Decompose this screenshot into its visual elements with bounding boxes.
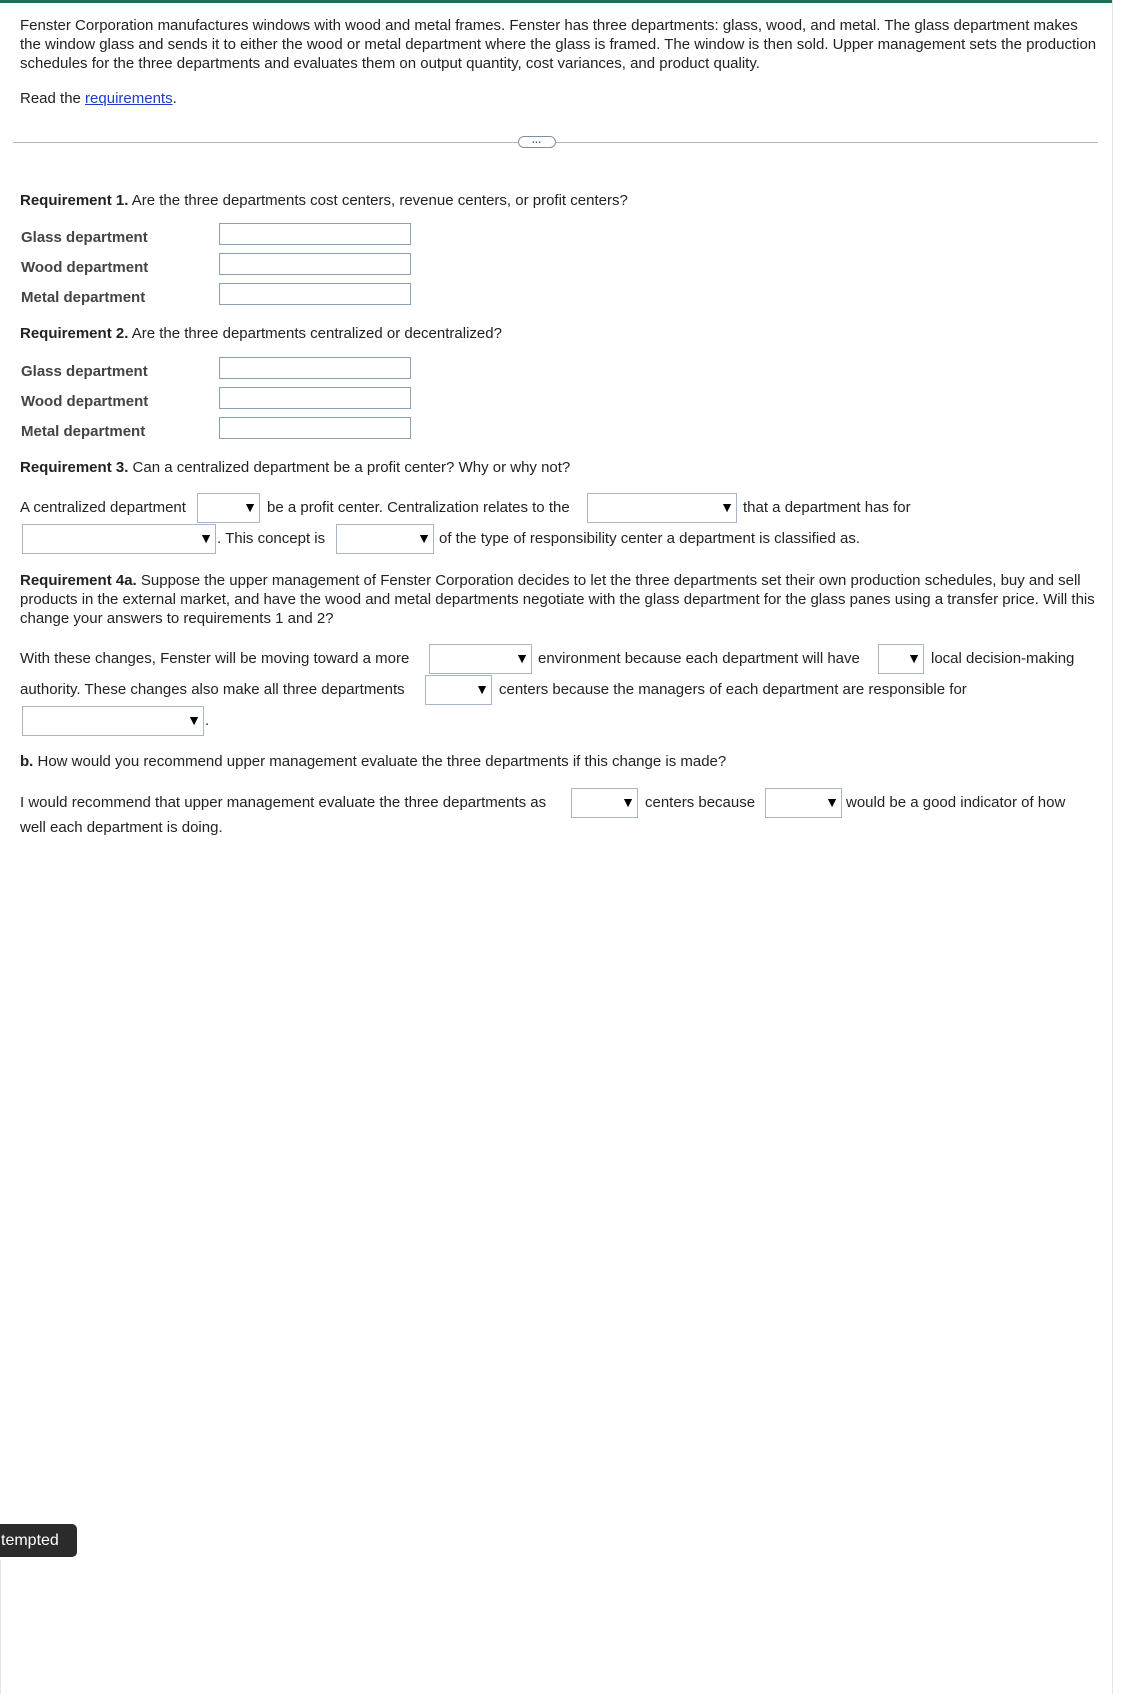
req2-glass-label: Glass department	[21, 363, 148, 380]
req3-text-1c: that a department has for	[743, 499, 911, 516]
req4b-indicator-dropdown[interactable]	[765, 788, 842, 818]
req4b-title: b.	[20, 753, 34, 770]
req4b-centers-dropdown[interactable]	[571, 788, 638, 818]
req2-metal-label: Metal department	[21, 423, 146, 440]
req1-wood-label: Wood department	[21, 259, 149, 276]
req4a-centers-dropdown[interactable]	[425, 675, 492, 705]
req3-concept-dropdown[interactable]	[336, 524, 434, 554]
req2-question: Are the three departments centralized or decentralized?	[128, 325, 502, 342]
chevron-down-icon: ▼	[417, 530, 431, 546]
chevron-down-icon: ▼	[825, 794, 839, 810]
intro-paragraph: Fenster Corporation manufactures windows with wood and metal frames. Fenster has three departments: glass, wood, and metal. The glass department makes the window glass and sends it to either the wood or metal department where the glass is framed. The window is then sold. Upper management sets the production schedules for the three departments and evaluates them on output quantity, cost variances, and product quality.	[20, 17, 1097, 72]
req3-relates-dropdown[interactable]	[587, 493, 737, 523]
req4a-authority-dropdown[interactable]	[878, 644, 924, 674]
top-accent-bar	[0, 0, 1112, 3]
req1-title: Requirement 1.	[20, 192, 129, 209]
req3-title: Requirement 3.	[20, 459, 129, 476]
read-requirements-line	[20, 90, 177, 108]
req4a-text-1b: environment because each department will have	[538, 650, 860, 667]
req4a-text-1c: local decision-making	[931, 650, 1075, 667]
req2-glass-input[interactable]	[219, 357, 411, 379]
chevron-down-icon: ▼	[621, 794, 635, 810]
chevron-down-icon: ▼	[243, 499, 257, 515]
req4b-heading	[20, 753, 726, 771]
req2-metal-input[interactable]	[219, 417, 411, 439]
req4a-text-2a: authority. These changes also make all three departments	[20, 681, 405, 698]
attempted-badge: tempted	[0, 1524, 77, 1557]
req3-text-1a: A centralized department	[20, 499, 186, 516]
req3-text-2b: of the type of responsibility center a department is classified as.	[439, 530, 861, 547]
req4a-question: Suppose the upper management of Fenster Corporation decides to let the three departments set their own production schedules, buy and sell products in the external market, and have the wood and metal departments negotiate with the glass department for the glass panes using a transfer price. Will this change your answers to requirements 1 and 2?	[20, 572, 1095, 627]
req3-heading	[20, 459, 570, 477]
req1-glass-label: Glass department	[21, 229, 148, 246]
chevron-down-icon: ▼	[199, 530, 213, 546]
req1-metal-input[interactable]	[219, 283, 411, 305]
req4a-title: Requirement 4a.	[20, 572, 137, 589]
req1-question: Are the three departments cost centers, revenue centers, or profit centers?	[128, 192, 628, 209]
req3-question: Can a centralized department be a profit center? Why or why not?	[128, 459, 571, 476]
req3-authority-dropdown[interactable]	[22, 524, 216, 554]
req4a-text-3a: .	[205, 712, 210, 729]
req2-title: Requirement 2.	[20, 325, 129, 342]
read-prefix: Read the	[20, 90, 86, 107]
requirements-link[interactable]: requirements	[85, 90, 173, 107]
req1-glass-input[interactable]	[219, 223, 411, 245]
read-suffix: .	[172, 90, 177, 107]
req4b-text-1a: I would recommend that upper management evaluate the three departments as	[20, 794, 547, 811]
req4a-heading	[20, 571, 1100, 628]
req4a-environment-dropdown[interactable]	[429, 644, 532, 674]
left-edge	[0, 1560, 1, 1694]
req1-wood-input[interactable]	[219, 253, 411, 275]
chevron-down-icon: ▼	[475, 681, 489, 697]
right-edge	[1112, 0, 1113, 1694]
req3-text-2a: . This concept is	[217, 530, 326, 547]
req3-text-1b: be a profit center. Centralization relates to the	[267, 499, 570, 516]
req4b-text-2: well each department is doing.	[20, 819, 223, 836]
req4a-text-2b: centers because the managers of each department are responsible for	[499, 681, 967, 698]
req1-metal-label: Metal department	[21, 289, 146, 306]
req2-wood-label: Wood department	[21, 393, 149, 410]
req4b-question: How would you recommend upper management evaluate the three departments if this change is made?	[33, 753, 727, 770]
req2-wood-input[interactable]	[219, 387, 411, 409]
req4a-responsible-dropdown[interactable]	[22, 706, 204, 736]
req2-heading	[20, 325, 502, 343]
chevron-down-icon: ▼	[720, 499, 734, 515]
expand-button[interactable]: …	[518, 136, 556, 148]
req4b-text-1b: centers because	[645, 794, 756, 811]
chevron-down-icon: ▼	[515, 650, 529, 666]
req4b-text-1c: would be a good indicator of how	[846, 794, 1066, 811]
chevron-down-icon: ▼	[907, 650, 921, 666]
req3-can-dropdown[interactable]	[197, 493, 260, 523]
chevron-down-icon: ▼	[187, 712, 201, 728]
req1-heading	[20, 192, 628, 210]
req4a-text-1a: With these changes, Fenster will be moving toward a more	[20, 650, 410, 667]
